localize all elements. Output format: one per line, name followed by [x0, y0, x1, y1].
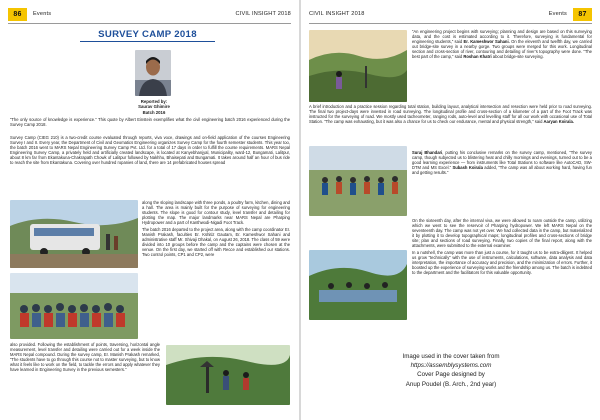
left-page: [0, 0, 299, 420]
brief-body: A brief introduction and a practice session regarding total station, building layout, analytical intersection and resection were held prior to road surveying. The final two project-days were invested in road surveying. The longitudinal profile and cross-section of a kilometer of a part of the Foot Track was instructed for the surveying of road. We mostly used tacheometer, ranging rods, auto-level and levelling staff for all our work with occasional use of Total Station. “The camp was exhausting, but it was also a chance for us to check our endurance, mental and physical strength,” said: [309, 104, 592, 125]
team-photo: [309, 146, 407, 216]
final-paragraphs: [412, 218, 592, 276]
bottom-paragraph: [10, 342, 160, 374]
suraj-body: , putting his conclusive remarks on the survey camp, mentioned, “The survey camp, though subjected us to blistering heat and chilly mornings and evenings, turned out to be a good learning experience — from instruments like Total Stations to software like AutoCAD, SW-DTM and MS Excel.”: [412, 150, 592, 171]
article-title: SURVEY CAMP 2018: [98, 29, 197, 40]
quote-mid: On the eleventh and twelfth day, we carried out bridge-site survey in a nearby gorge. Two groups were merged for this work. Longitudinal section and cross-section of river, contouring and detailing of river’s topography were done. “The best part of the camp,” said: [412, 39, 592, 60]
reporter-name: Saurav Ghimire: [138, 104, 170, 110]
quote-block: [412, 29, 592, 59]
landscape-text: along the sloping landscape with three ponds, a poultry farm, kitchen, dining and a hall. The area is mainly built for the purpose of surveying for engineering students. The slope is good for contour study, level transfer and detailing for plotting the map. The major landmarks near MARS Nepal are Pharping Hydropower and a part of Kanthwodi-Nigadi Foot Track.: [142, 200, 290, 226]
credit-url: https://assemblysystems.com: [410, 362, 492, 370]
title-underline: [80, 41, 215, 42]
suraj-paragraph: [412, 150, 592, 177]
credit-line4: Anup Poudel (B. Arch., 2nd year): [405, 380, 497, 388]
cover-credit: [391, 352, 511, 389]
quote-name-sahani: Er. Kameshwor Sahani.: [463, 39, 510, 45]
main-paragraph-top: [10, 135, 290, 195]
magazine-name: CIVIL INSIGHT 2018: [235, 11, 291, 17]
quote-end: about bridge-site surveying.: [491, 54, 544, 60]
header-rule: [309, 23, 592, 24]
main-text: Survey Camp (CIEG 210) is a two-credit course evaluated through reports, viva voce, drawings and on-field application of the courses Engineering Survey I and II. Every year, the Department of Civil and Geomatics Engineering organizes Survey Camp for the fourth semester students. This year too, the batch 2016 went to MARS Nepal Engineering Survey Camp Pvt. Ltd. for a total of 17 days in order to fulfill the course requirements. MARS Nepal Engineering Survey Camp, a privately held and artificially created landscape, is located at Kanyebhanjyal, Municipality, ward-12, Bungamati, Lalitpur, about 8 km far from Ekantakuna-Chakrapath Chowk of Lalitpur followed by Nakhhu, Bhaisepati and Bungamati. It takes around half an hour of bus ride to reach the site from Ekantakuna. Covering over hundred ropanies of land, there are 14 prefabricated houses spread: [10, 135, 290, 166]
road-survey-text: [309, 104, 592, 126]
section-label: Events: [33, 11, 52, 17]
credit-line1: Image used in the cover taken from: [402, 353, 500, 360]
field-photo: [166, 345, 290, 405]
name-aaryan: Aaryan Koirala.: [543, 119, 574, 125]
quote-name-khatri: Roshan Khatri: [463, 54, 492, 60]
right-page: [301, 0, 600, 420]
reporter-batch: Batch 2016: [142, 109, 166, 115]
reporter-line1: Reported by:: [140, 99, 168, 104]
credit-line3: Cover Page designed by: [417, 371, 485, 379]
landscape-photo: [309, 30, 407, 102]
bottom-text: also provided. Following the establishment of points, traversing, horizontal angle measurement, level transfer and detailing were carried out for a week inside the MARS Nepal compound. During the survey camp, Er. Manish Prakash remarked, “The students have to go through this course not to master surveying, but to know what it feels like to work on the field, to tackle the errors and apply whatever they have learned in Engineering Survey in the previous semesters.”: [10, 342, 160, 373]
name-subash: Subash Koirala: [452, 165, 483, 171]
header-rule: [8, 23, 291, 24]
departure-text: The batch 2016 departed to the project area, along with the camp coordinator Er. Manish Prakash, faculties Er. Kshitiz Gautam, Er. Kameshwor Sahani and administrative staff Mr. Shivaji Dhakal, on August 26, 2018. The class of 59 were divided into 10 groups before the camp and the captains were chosen at the venue. On the first day, we started off with Recce and established our stations. Two control points, CP1 and CP2, were: [142, 226, 291, 257]
brief-text: [309, 104, 592, 124]
subash-body: added, “The camp was all about working hard, having fun and getting results.”: [412, 165, 592, 176]
left-header: [8, 8, 291, 21]
nutshell-text: In a nutshell, the camp was more than just a course, for it taught us to be extra-diligent. It helped us grow “technically” with the use of instruments, calculations, software, data analysis and data interpretation, the importance of accuracy and precision, and the minimization of errors. Further, it boosted up the experience of surveying works and the friendship among us. The batch is indebted to the department and the facilitators for this valuable opportunity.: [412, 249, 592, 275]
quote-paragraph: [412, 29, 592, 61]
reporter-credit: [124, 99, 184, 115]
name-suraj: Suraj Bhandari: [412, 150, 443, 155]
reservoir-photo: [309, 250, 407, 320]
page-number: 87: [573, 8, 592, 21]
right-header: [309, 8, 592, 21]
suraj-text: [412, 150, 592, 175]
magazine-name: CIVIL INSIGHT 2018: [309, 11, 365, 17]
bus-photo: [10, 200, 138, 268]
intro-paragraph: [10, 117, 290, 128]
quote-intro: “An engineering project begins with surveying; planning and design are based on this surveying data, and the cost is estimated according to it. Therefore, surveying is fundamental for engineering students,” said: [412, 29, 592, 45]
reporter-photo: [135, 50, 171, 96]
right-column-text: [142, 200, 290, 258]
page-number: 86: [8, 8, 27, 21]
group-photo: [10, 273, 138, 339]
section-label: Events: [548, 11, 567, 17]
sixteenth-day-text: On the sixteenth day, after the internal viva, we were allowed to roam outside the camp, utilizing which we went to see the reservoir of Pharping hydropower. We left MARS Nepal on the seventeenth day. The camp was not yet over. We had collected data in the camp, but materialized it by plotting it to develop topographical maps; longitudinal profiles and cross-sections of bridge site; plan and sections of road surveying. Finally, two copies of the final report, along with the attachments, were submitted to the external examiner.: [412, 218, 592, 249]
intro-text: “The only source of knowledge is experience.” This quote by Albert Einstein exemplifies what the civil engineering batch 2016 experienced during the Survey Camp 2018.: [10, 117, 290, 128]
